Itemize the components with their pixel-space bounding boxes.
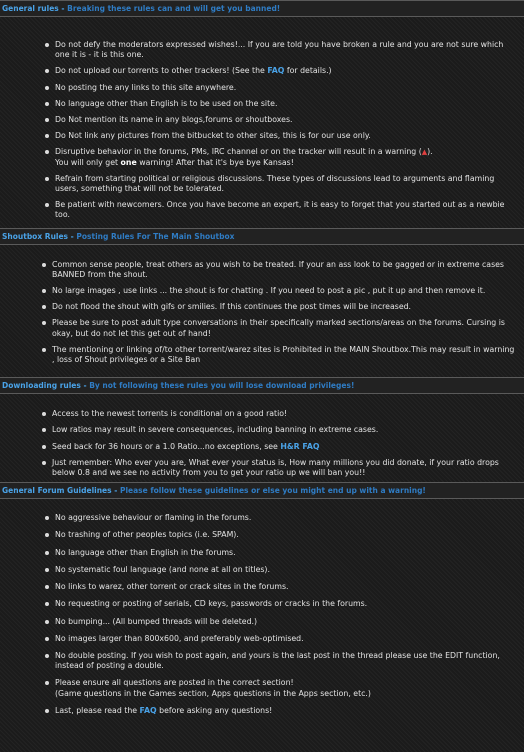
list-item: No requesting or posting of serials, CD keys, passwords or cracks in the forums. [55,599,515,609]
item-text: Seed back for 36 hours or a 1.0 Ratio...no exceptions, see [52,441,281,451]
header-separator: - [80,381,90,391]
section-subtitle: Breaking these rules can and will get you banned! [67,4,281,13]
list-item [55,706,515,716]
item-text: Please ensure all questions are posted in the correct section! [55,678,294,688]
list-item: No language other than English in the forums. [55,548,515,558]
item-text: Last, please read the [55,705,140,715]
list-item [55,678,515,698]
item-text: before asking any questions! [156,705,273,715]
list-item [55,147,515,167]
section-subtitle: Please follow these guidelines or else you might end up with a warning! [119,486,426,496]
shoutbox-rules-list [52,260,515,366]
list-item [55,66,515,76]
downloading-rules-section [0,377,524,478]
list-item: Low ratios may result in severe consequences, including banning in extreme cases. [52,425,515,435]
list-item: Do not defy the moderators expressed wishes!... If you are told you have broken a rule and you are not sure which one it is - it is this one. [55,40,515,60]
section-title: Downloading rules [2,381,81,391]
downloading-rules-list [52,409,515,478]
list-item: The mentioning or linking of/to other torrent/warez sites is Prohibited in the MAIN Shoutbox.This may result in warning , loss of Shout privileges or a Site Ban [52,344,515,365]
list-item: No links to warez, other torrent or crack sites in the forums. [55,582,515,592]
list-item: Do Not mention its name in any blogs,forums or shoutboxes. [55,115,515,125]
forum-guidelines-list [55,513,515,716]
list-item: Access to the newest torrents is conditional on a good ratio! [52,409,515,419]
list-item [52,442,515,452]
item-text: Do not upload our torrents to other trackers! (See the [55,66,268,76]
list-item: No bumping... (All bumped threads will be deleted.) [55,617,515,627]
warning-icon: ▲ [421,148,428,157]
section-header [0,0,524,17]
section-title: Shoutbox Rules [2,231,69,241]
list-item: No trashing of other peoples topics (i.e. SPAM). [55,530,515,540]
list-item: No large images , use links ... the shout is for chatting . If you need to post a pic , put it up and then remove it. [52,286,515,296]
item-text: You will only get [55,157,121,167]
list-item: No double posting. If you wish to post again, and yours is the last post in the thread please use the EDIT function, instead of posting a double. [55,651,515,671]
item-text: for details.) [284,66,332,76]
list-item: Do Not link any pictures from the bitbucket to other sites, this is for our use only. [55,131,515,141]
faq-link[interactable]: FAQ [267,66,285,76]
list-item: Be patient with newcomers. Once you have become an expert, it is easy to forget that you started out as a newbie too. [55,200,515,220]
general-rules-section [0,0,524,221]
shoutbox-rules-section [0,228,524,366]
list-item: Common sense people, treat others as you wish to be treated. If your an ass look to be gagged or in extreme cases BANNED from the shout. [52,260,515,280]
item-text: Disruptive behavior in the forums, PMs, IRC channel or on the tracker will result in a warning ( [55,147,422,157]
list-item: No images larger than 800x600, and preferably web-optimised. [55,634,515,644]
header-separator: - [111,486,120,496]
section-header [0,377,524,394]
emphasis-one: one [120,157,137,167]
list-item: Please be sure to post adult type conversations in their specifically marked sections/areas on the forums. Cursing is okay, but do not let this get out of hand! [52,318,515,338]
list-item: Just remember: Who ever you are, What ever your status is, How many millions you did donate, if your ratio drops below 0.8 and we see no activity from you to get your ratio up we will ban you!! [52,458,515,478]
section-title: General Forum Guidelines [2,486,112,496]
general-rules-list [55,40,515,221]
faq-link[interactable]: FAQ [139,705,157,715]
list-item: Refrain from starting political or religious discussions. These types of discussions lead to arguments and flaming users, something that will not be tolerated. [55,174,515,194]
list-item: Do not flood the shout with gifs or smilies. If this continues the post times will be increased. [52,302,515,312]
section-header [0,482,524,499]
section-header [0,228,524,245]
item-text: warning! After that it's bye bye Kansas! [136,157,294,167]
forum-guidelines-section [0,482,524,716]
item-text: ). [427,147,433,157]
section-title: General rules [2,4,59,13]
header-separator: - [58,4,68,13]
list-item: No systematic foul language (and none at all on titles). [55,565,515,575]
item-text: (Game questions in the Games section, Apps questions in the Apps section, etc.) [55,688,371,698]
hr-faq-link[interactable]: H&R FAQ [280,441,320,451]
list-item: No language other than English is to be used on the site. [55,99,515,109]
list-item: No aggressive behaviour or flaming in the forums. [55,513,515,523]
list-item: No posting the any links to this site anywhere. [55,83,515,93]
section-subtitle: Posting Rules For The Main Shoutbox [76,231,235,241]
section-subtitle: By not following these rules you will lose download privileges! [89,381,355,391]
header-separator: - [68,231,77,241]
